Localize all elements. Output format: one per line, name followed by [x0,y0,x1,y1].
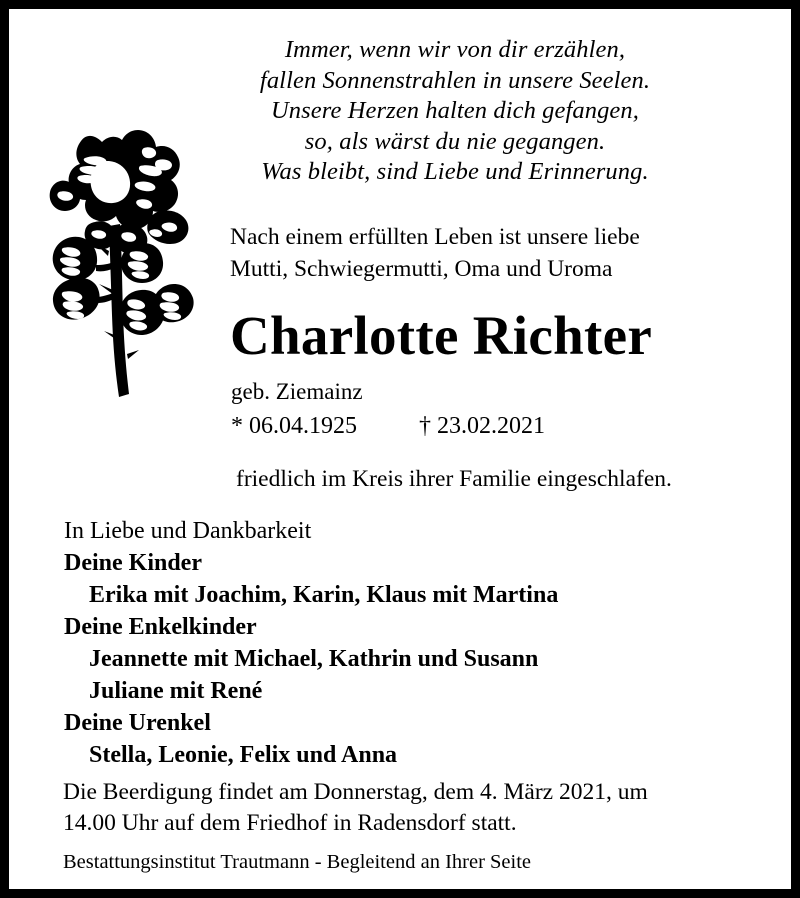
intro-text [230,221,750,285]
family-group-label: Deine Urenkel [64,710,211,736]
family-lead: In Liebe und Dankbarkeit [64,518,312,544]
closing-line: friedlich im Kreis ihrer Familie eingeschlafen. [236,466,672,492]
birth-symbol: * [231,413,243,439]
poem-line: Unsere Herzen halten dich gefangen, [271,97,639,124]
rose-illustration [39,104,214,404]
maiden-name: geb. Ziemainz [231,379,363,404]
obituary-card [9,9,791,889]
memorial-poem [205,35,705,188]
deceased-name: Charlotte Richter [230,305,653,366]
funeral-line: 14.00 Uhr auf dem Friedhof in Radensdorf statt. [63,810,517,836]
birth-date: 06.04.1925 [249,413,357,439]
family-group-names: Juliane mit René [89,678,263,704]
poem-line: Immer, wenn wir von dir erzählen, [284,36,626,63]
family-group-names: Erika mit Joachim, Karin, Klaus mit Martina [89,582,559,608]
poem-line: so, als wärst du nie gegangen. [304,127,606,155]
intro-line: Nach einem erfüllten Leben ist unsere liebe [230,224,640,250]
family-group-names: Stella, Leonie, Felix und Anna [89,742,398,768]
death-date: 23.02.2021 [437,413,545,439]
poem-line: fallen Sonnenstrahlen in unsere Seelen. [259,66,651,94]
life-dates [231,411,545,441]
funeral-details [63,777,763,839]
family-list [64,515,764,771]
funeral-line: Die Beerdigung findet am Donnerstag, dem 4. März 2021, um [63,779,648,805]
funeral-home-credit: Bestattungsinstitut Trautmann - Begleitend an Ihrer Seite [63,851,532,873]
death-symbol: † [419,413,431,439]
family-group-label: Deine Enkelkinder [64,614,257,640]
family-group-label: Deine Kinder [64,550,202,576]
family-group-names: Jeannette mit Michael, Kathrin und Susann [89,646,539,672]
poem-line: Was bleibt, sind Liebe und Erinnerung. [261,158,649,185]
intro-line: Mutti, Schwiegermutti, Oma und Uroma [230,256,613,282]
